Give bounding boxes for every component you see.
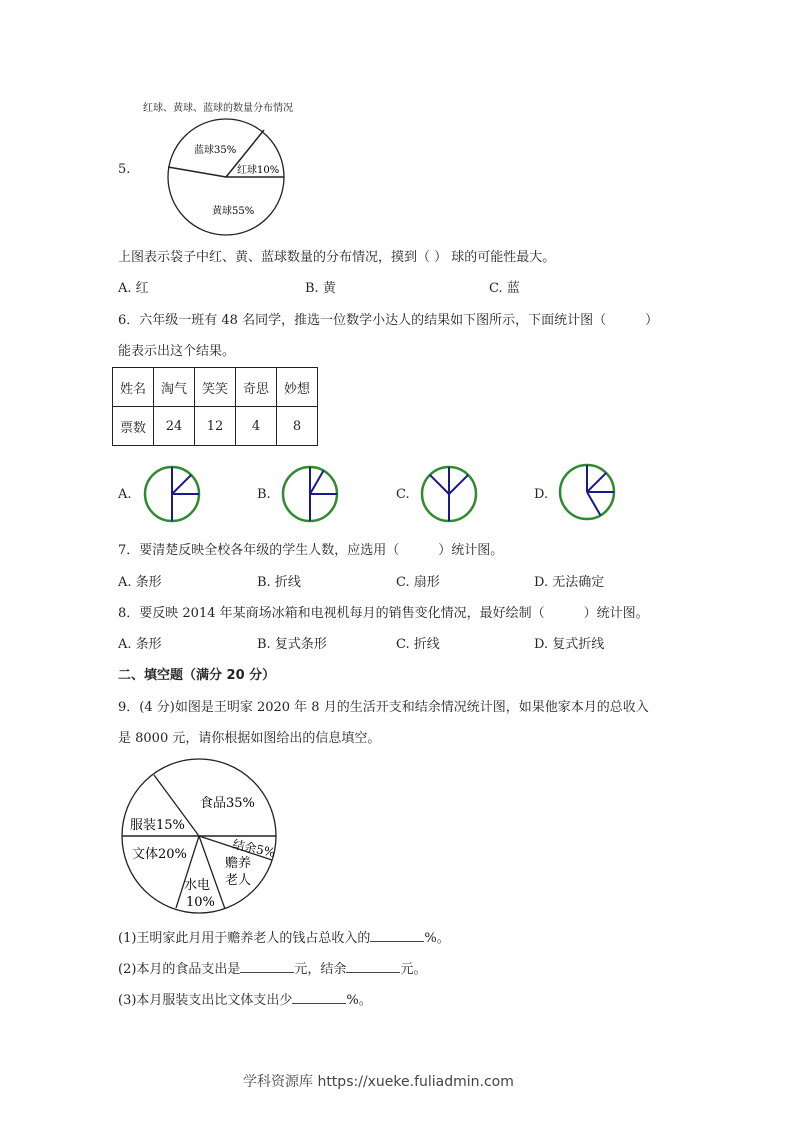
q5-number: 5. — [118, 162, 131, 177]
answer-blank[interactable] — [370, 929, 424, 942]
table-cell: 奇思 — [236, 368, 277, 407]
q9-sub3 — [118, 991, 372, 1009]
table-row — [113, 407, 318, 446]
q5-slice-label-yellow: 黄球55% — [212, 206, 255, 217]
q9-sub1-text: (1)王明家此月用于赡养老人的钱占总收入的 — [118, 931, 371, 946]
q5-option-b: B. 黄 — [305, 281, 336, 296]
q9-slice-label-culture: 文体20% — [132, 847, 187, 862]
q9-slice-label-utilities: 水电 — [184, 878, 211, 893]
q9-sub2-mid: 元，结余 — [294, 962, 347, 977]
q9-slice-label-utilities-pct: 10% — [186, 895, 215, 910]
q6-question-line1: 6．六年级一班有 48 名同学，推选一位数学小达人的结果如下图所示，下面统计图（ ） — [118, 313, 659, 328]
q6-option-b-label: B. — [257, 487, 271, 502]
q9-sub1 — [118, 929, 450, 947]
q8-option-b: B. 复式条形 — [257, 637, 327, 652]
pie-divider — [587, 473, 606, 492]
table-cell: 12 — [195, 407, 236, 446]
q9-slice-label-food: 食品35% — [200, 796, 255, 811]
q9-sub3-text: (3)本月服装支出比文体支出少 — [118, 993, 293, 1008]
q9-question-line2: 是 8000 元，请你根据如图给出的信息填空。 — [118, 731, 381, 746]
q9-sub1-suffix: %。 — [424, 931, 450, 946]
q8-option-d: D. 复式折线 — [534, 637, 605, 652]
q9-sub3-suffix: %。 — [346, 993, 372, 1008]
table-cell: 票数 — [113, 407, 154, 446]
q7-option-a: A. 条形 — [118, 575, 162, 590]
table-header-row — [113, 368, 318, 407]
answer-blank[interactable] — [292, 991, 346, 1004]
footer-watermark: 学科资源库 https://xueke.fuliadmin.com — [243, 1074, 514, 1090]
q9-sub2-suffix: 元。 — [400, 962, 427, 977]
q7-option-b: B. 折线 — [257, 575, 301, 590]
q5-slice-label-red: 红球10% — [237, 165, 280, 176]
table-cell: 姓名 — [113, 368, 154, 407]
q7-option-d: D. 无法确定 — [534, 575, 605, 590]
q9-pie-chart — [118, 756, 282, 916]
q9-sub2-text: (2)本月的食品支出是 — [118, 962, 241, 977]
q7-option-c: C. 扇形 — [396, 575, 440, 590]
q6-option-d-pie — [555, 460, 619, 524]
q9-question-line1: 9．(4 分)如图是王明家 2020 年 8 月的生活开支和结余情况统计图，如果他家本月的总收入 — [118, 700, 649, 715]
q7-question: 7．要清楚反映全校各年级的学生人数，应选用（ ）统计图。 — [118, 543, 504, 558]
table-cell: 淘气 — [154, 368, 195, 407]
q8-question: 8．要反映 2014 年某商场冰箱和电视机每月的销售变化情况，最好绘制（ ）统计图。 — [118, 606, 649, 621]
pie-divider — [172, 475, 191, 494]
table-cell: 8 — [277, 407, 318, 446]
q5-option-c: C. 蓝 — [489, 281, 520, 296]
q6-option-c-label: C. — [396, 487, 410, 502]
q5-option-a: A. 红 — [118, 281, 149, 296]
q8-option-c: C. 折线 — [396, 637, 440, 652]
q6-vote-table — [112, 367, 318, 446]
q6-option-c-pie — [417, 462, 481, 526]
pie-divider — [430, 475, 449, 494]
table-cell: 24 — [154, 407, 195, 446]
q6-option-a-label: A. — [118, 487, 132, 502]
pie-divider — [587, 492, 601, 515]
pie-divider — [310, 471, 324, 494]
answer-blank[interactable] — [240, 960, 294, 973]
q9-slice-label-clothing: 服装15% — [130, 818, 185, 833]
q6-option-d-label: D. — [534, 487, 549, 502]
answer-blank[interactable] — [346, 960, 400, 973]
table-cell: 笑笑 — [195, 368, 236, 407]
q9-slice-label-savings: 结余5% — [231, 837, 277, 860]
pie-divider — [449, 475, 468, 494]
q5-pie-chart — [160, 110, 294, 244]
q5-slice-label-blue: 蓝球35% — [194, 145, 237, 156]
q6-option-a-pie — [140, 462, 204, 526]
q8-option-a: A. 条形 — [118, 637, 162, 652]
q5-question: 上图表示袋子中红、黄、蓝球数量的分布情况，摸到（ ） 球的可能性最大。 — [118, 250, 556, 265]
table-cell: 妙想 — [277, 368, 318, 407]
q6-question-line2: 能表示出这个结果。 — [118, 344, 236, 359]
q6-option-b-pie — [278, 462, 342, 526]
q9-slice-label-elder-1: 赡养 — [225, 856, 252, 871]
q5-chart-title: 红球、黄球、蓝球的数量分布情况 — [143, 103, 293, 114]
q9-slice-label-elder-2: 老人 — [225, 873, 252, 888]
section-title: 二、填空题（满分 20 分） — [118, 668, 276, 683]
q9-sub2 — [118, 960, 426, 978]
table-cell: 4 — [236, 407, 277, 446]
